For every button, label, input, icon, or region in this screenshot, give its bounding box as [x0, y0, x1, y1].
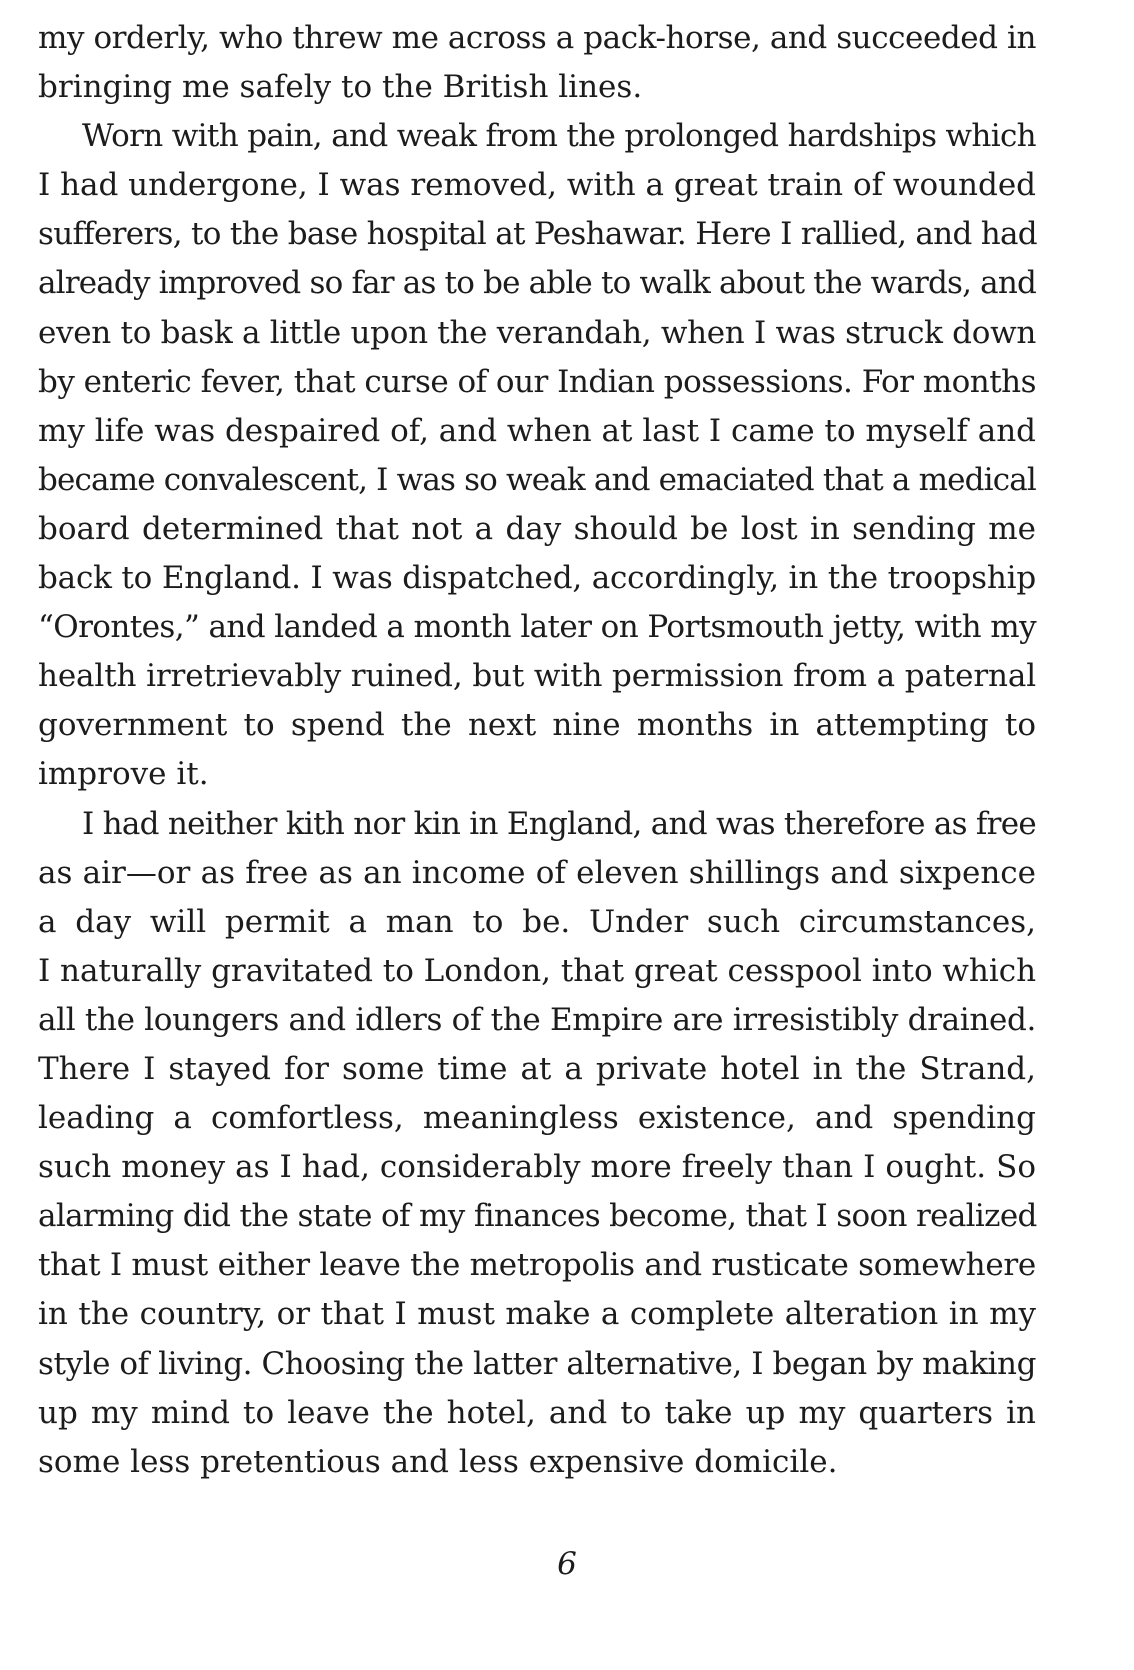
text-line: I had neither kith nor kin in England, and was therefore as free — [82, 805, 1037, 842]
text-line: my orderly, who threw me across a pack-horse, and succeeded in — [38, 20, 1036, 56]
page-number: 6 — [557, 1546, 577, 1582]
text-line: a day will permit a man to be. Under such circumstances, — [38, 903, 1036, 940]
text-line: health irretrievably ruined, but with permission from a paternal — [38, 658, 1037, 695]
text-line: alarming did the state of my finances become, that I soon realized — [38, 1198, 1037, 1235]
text-line: bringing me safely to the British lines. — [38, 69, 643, 106]
text-line: some less pretentious and less expensive domicile. — [38, 1443, 838, 1480]
text-line: as air—or as free as an income of eleven shillings and sixpence — [38, 854, 1036, 891]
text-line: sufferers, to the base hospital at Peshawar. Here I rallied, and had — [38, 216, 1037, 253]
text-line: leading a comfortless, meaningless existence, and spending — [38, 1100, 1036, 1137]
paragraph — [38, 800, 1036, 1487]
text-line: I had undergone, I was removed, with a great train of wounded — [38, 167, 1037, 204]
text-line: Worn with pain, and weak from the prolonged hardships which — [82, 118, 1036, 155]
text-line: all the loungers and idlers of the Empire are irresistibly drained. — [38, 1001, 1037, 1038]
text-line: improve it. — [38, 756, 209, 793]
page-body — [38, 14, 1036, 1487]
text-line: style of living. Choosing the latter alternative, I began by making — [38, 1345, 1036, 1382]
text-line: There I stayed for some time at a private hotel in the Strand, — [38, 1050, 1036, 1087]
paragraph — [38, 14, 1036, 112]
text-line: such money as I had, considerably more freely than I ought. So — [38, 1149, 1036, 1186]
text-line: in the country, or that I must make a complete alteration in my — [38, 1296, 1036, 1333]
text-line: already improved so far as to be able to walk about the wards, and — [38, 265, 1036, 302]
text-line: my life was despaired of, and when at last I came to myself and — [38, 412, 1036, 449]
text-line: became convalescent, I was so weak and emaciated that a medical — [38, 461, 1037, 498]
text-line: that I must either leave the metropolis and rusticate somewhere — [38, 1247, 1036, 1284]
text-line: government to spend the next nine months in attempting to — [38, 707, 1036, 744]
text-line: back to England. I was dispatched, accordingly, in the troopship — [38, 560, 1037, 597]
text-line: up my mind to leave the hotel, and to take up my quarters in — [38, 1394, 1036, 1431]
text-line: board determined that not a day should be lost in sending me — [38, 510, 1036, 547]
text-line: even to bask a little upon the verandah, when I was struck down — [38, 314, 1036, 351]
text-line: by enteric fever, that curse of our Indian possessions. For months — [38, 363, 1037, 400]
paragraph — [38, 112, 1036, 799]
text-line: I naturally gravitated to London, that great cesspool into which — [38, 952, 1037, 989]
text-line: “Orontes,” and landed a month later on Portsmouth jetty, with my — [38, 609, 1036, 646]
